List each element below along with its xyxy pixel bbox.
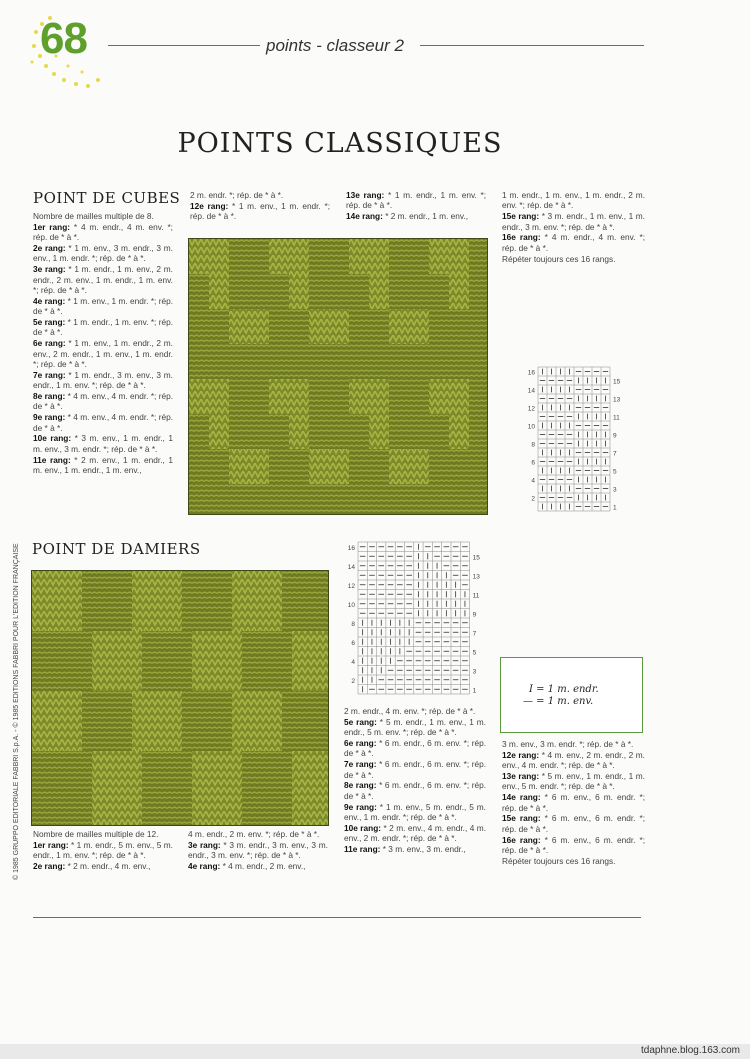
instruction-line <box>502 792 645 813</box>
instruction-line <box>502 739 645 749</box>
row-label: 14e rang: <box>502 792 541 803</box>
damiers-instructions-col2 <box>188 829 328 872</box>
footer-bar <box>0 1044 750 1059</box>
row-label: 6e rang: <box>344 738 377 748</box>
row-label: 13e rang: <box>346 190 385 200</box>
instruction-line <box>33 317 173 338</box>
damiers-instructions-col1 <box>33 829 173 872</box>
row-text: * 5 m. endr., 1 m. env., 1 m. endr., 5 m. env. *; rép. de * à *. <box>344 716 486 738</box>
damiers-instructions-col4 <box>502 739 645 867</box>
chart-row-number: 4 <box>531 477 535 485</box>
instruction-line <box>346 190 486 211</box>
chart-row-number: 4 <box>351 659 355 667</box>
chart-row-number: 8 <box>531 441 535 449</box>
row-label: 2e rang: <box>33 861 66 871</box>
page-number: 68 <box>40 14 87 63</box>
chart-row-number: 6 <box>351 640 355 648</box>
chart-row-number: 13 <box>472 573 480 581</box>
row-text: Répéter toujours ces 16 rangs. <box>502 855 616 866</box>
row-text: * 3 m. env., 3 m. endr., <box>380 844 466 855</box>
row-label: 5e rang: <box>33 317 66 328</box>
instruction-line <box>344 717 486 738</box>
row-label: 12e rang: <box>502 749 540 760</box>
row-label: 16e rang: <box>502 232 541 243</box>
row-label: 5e rang: <box>344 716 377 727</box>
instruction-line <box>33 840 173 861</box>
legend-purl: — = 1 m. env. <box>523 696 594 707</box>
instruction-line <box>188 840 328 861</box>
cubes-instructions-col1 <box>33 211 173 476</box>
instruction-line <box>502 254 645 264</box>
side-copyright: © 1985 GRUPPO EDITORIALE FABBRI S.p.A. - © 1985 EDITIONS FABBRI POUR L'EDITION FRANÇAISE <box>13 543 20 880</box>
row-text: * 4 m. env., 4 m. endr. *; rép. de * à *. <box>33 412 173 433</box>
chart-row-number: 5 <box>472 649 477 657</box>
header-rule-right <box>420 45 644 46</box>
row-text: * 1 m. endr., 1 m. env. *; rép. de * à *. <box>346 190 486 211</box>
chart-row-number: 14 <box>527 387 535 395</box>
row-text: * 4 m. endr., 4 m. env. *; rép. de * à *. <box>502 232 645 253</box>
instruction-line <box>190 201 330 222</box>
row-label: 8e rang: <box>344 780 377 791</box>
row-text: 3 m. env., 3 m. endr. *; rép. de * à *. <box>502 739 634 749</box>
instruction-line <box>188 829 328 839</box>
row-text: Répéter toujours ces 16 rangs. <box>502 253 616 264</box>
chart-row-number: 7 <box>472 630 477 638</box>
row-text: 4 m. endr., 2 m. env. *; rép. de * à *. <box>188 829 320 839</box>
instruction-line <box>190 190 330 200</box>
row-text: Nombre de mailles multiple de 8. <box>33 211 154 221</box>
row-text: * 3 m. endr., 1 m. env., 1 m. endr., 3 m. env. *; rép. de * à *. <box>502 211 645 232</box>
row-text: 2 m. endr., 4 m. env. *; rép. de * à *. <box>344 706 476 716</box>
row-text: * 1 m. env., 3 m. endr., 3 m. env., 1 m. endr. *; rép. de * à *. <box>33 243 173 264</box>
row-text: * 1 m. endr., 5 m. env., 5 m. endr., 1 m. env. *; rép. de * à *. <box>33 839 173 861</box>
chart-grid <box>538 367 610 511</box>
page-title: POINTS CLASSIQUES <box>177 128 503 159</box>
chart-row-number: 10 <box>527 423 535 431</box>
chart-row-number: 14 <box>347 564 355 572</box>
chart-row-number: 11 <box>613 414 620 422</box>
chart-row-number: 3 <box>613 486 617 494</box>
instruction-line <box>33 412 173 433</box>
row-label: 16e rang: <box>502 834 541 845</box>
row-label: 12e rang: <box>190 200 229 211</box>
chart-row-number: 6 <box>531 459 535 467</box>
row-label: 4e rang: <box>188 861 221 871</box>
instruction-line <box>502 835 645 856</box>
row-label: 3e rang: <box>33 264 66 275</box>
instruction-line <box>33 829 173 839</box>
row-text: 1 m. endr., 1 m. env., 1 m. endr., 2 m. env. *; rép. de * à *. <box>502 190 645 211</box>
row-label: 7e rang: <box>344 759 377 770</box>
row-text: * 2 m. endr., 1 m. env., <box>382 211 469 222</box>
cubes-stitch-chart <box>524 365 624 515</box>
row-text: * 1 m. endr., 1 m. env., 2 m. endr., 2 m. env., 1 m. endr., 1 m. env. *; rép. de * à *. <box>33 264 173 296</box>
row-text: * 4 m. endr., 4 m. env. *; rép. de * à *. <box>33 221 173 243</box>
row-text: * 1 m. endr., 3 m. env., 3 m. endr., 1 m. env. *; rép. de * à *. <box>33 369 173 391</box>
row-text: * 3 m. env., 1 m. endr., 1 m. env., 3 m. endr. *; rép. de * à *. <box>33 433 174 454</box>
instruction-line <box>346 211 486 221</box>
row-label: 1er rang: <box>33 839 69 850</box>
row-label: 15e rang: <box>502 813 541 824</box>
row-label: 8e rang: <box>33 391 66 402</box>
instruction-line <box>344 844 486 854</box>
row-text: * 1 m. env., 1 m. endr. *; rép. de * à *. <box>190 200 330 222</box>
instruction-line <box>344 738 486 759</box>
row-label: 15e rang: <box>502 211 540 222</box>
damiers-section-title: POINT DE DAMIERS <box>32 540 201 558</box>
instruction-line <box>188 861 328 871</box>
row-text: * 6 m. endr., 6 m. env. *; rép. de * à *. <box>344 759 487 780</box>
instruction-line <box>33 433 173 454</box>
damiers-knit-swatch <box>31 570 329 826</box>
row-text: * 4 m. endr., 2 m. env., <box>220 861 306 871</box>
legend-box <box>500 657 643 733</box>
instruction-line <box>344 780 486 801</box>
row-label: 10e rang: <box>33 433 72 444</box>
series-title: points - classeur 2 <box>266 36 404 55</box>
instruction-line <box>33 222 173 243</box>
row-text: * 6 m. endr., 6 m. env. *; rép. de * à *. <box>344 738 487 759</box>
chart-row-number: 9 <box>472 611 477 619</box>
instruction-line <box>33 264 173 295</box>
instruction-line <box>502 856 645 866</box>
cubes-knit-swatch <box>188 238 488 515</box>
chart-row-number: 1 <box>472 687 477 695</box>
row-text: * 6 m. env., 6 m. endr. *; rép. de * à *. <box>502 834 645 856</box>
instruction-line <box>502 190 645 211</box>
chart-row-number: 15 <box>613 378 621 386</box>
row-text: * 4 m. env., 4 m. endr. *; rép. de * à *. <box>33 391 173 412</box>
row-label: 13e rang: <box>502 771 540 781</box>
row-label: 11e rang: <box>33 454 71 465</box>
chart-row-number: 2 <box>531 495 535 503</box>
instruction-line <box>502 813 645 834</box>
instruction-line <box>33 370 173 391</box>
instruction-line <box>344 802 486 823</box>
row-text: * 2 m. env., 1 m. endr., 1 m. env., 1 m. endr., 1 m. env., <box>33 454 174 476</box>
cubes-instructions-col4 <box>502 190 645 264</box>
row-text: * 1 m. env., 1 m. endr., 2 m. env., 2 m. endr., 1 m. env., 1 m. endr. *; rép. de * à *. <box>33 338 173 370</box>
chart-row-number: 1 <box>613 504 617 512</box>
row-label: 6e rang: <box>33 338 66 349</box>
footer-watermark: tdaphne.blog.163.com <box>641 1045 740 1056</box>
row-text: * 1 m. endr., 1 m. env. *; rép. de * à *. <box>33 317 173 338</box>
row-text: * 1 m. env., 1 m. endr. *; rép. de * à *. <box>33 295 173 317</box>
row-label: 10e rang: <box>344 822 382 833</box>
row-label: 7e rang: <box>33 369 66 380</box>
row-label: 1er rang: <box>33 221 71 232</box>
instruction-line <box>502 771 645 792</box>
row-label: 4e rang: <box>33 295 66 306</box>
chart-row-number: 16 <box>347 545 355 553</box>
header-rule-left <box>108 45 260 46</box>
instruction-line <box>502 232 645 253</box>
row-label: 2e rang: <box>33 243 66 253</box>
chart-row-number: 16 <box>527 369 535 377</box>
row-text: * 1 m. env., 5 m. endr., 5 m. env., 1 m. endr. *; rép. de * à *. <box>344 801 486 823</box>
row-text: * 2 m. env., 4 m. endr., 4 m. env., 2 m. endr. *; rép. de * à *. <box>344 822 486 844</box>
instruction-line <box>502 211 645 232</box>
row-text: * 4 m. env., 2 m. endr., 2 m. env., 4 m. endr. *; rép. de * à *. <box>502 749 645 771</box>
chart-row-number: 12 <box>347 583 355 591</box>
row-text: * 2 m. endr., 4 m. env., <box>65 861 151 871</box>
chart-row-number: 2 <box>351 678 355 686</box>
row-label: 14e rang: <box>346 211 383 222</box>
cubes-section-title: POINT DE CUBES <box>33 189 181 207</box>
instruction-line <box>33 338 173 369</box>
chart-row-number: 5 <box>613 468 617 476</box>
row-label: 3e rang: <box>188 839 221 850</box>
cubes-instructions-col2 <box>190 190 330 222</box>
damiers-instructions-col3 <box>344 706 486 855</box>
row-text: * 6 m. env., 6 m. endr. *; rép. de * à *. <box>502 813 645 834</box>
row-label: 9e rang: <box>33 412 66 423</box>
row-text: 2 m. endr. *; rép. de * à *. <box>190 190 284 200</box>
row-text: * 5 m. env., 1 m. endr., 1 m. env., 5 m. endr. *; rép. de * à *. <box>502 771 645 792</box>
instruction-line <box>344 706 486 716</box>
instruction-line <box>344 823 486 844</box>
row-label: 9e rang: <box>344 801 377 812</box>
instruction-line <box>33 861 173 871</box>
chart-row-number: 3 <box>472 668 477 676</box>
chart-row-number: 13 <box>613 396 621 404</box>
damiers-stitch-chart <box>346 540 486 696</box>
cubes-instructions-col3 <box>346 190 486 222</box>
footer-rule <box>33 917 641 918</box>
instruction-line <box>33 211 173 221</box>
row-label: 11e rang: <box>344 844 381 855</box>
chart-row-number: 15 <box>472 554 480 562</box>
instruction-line <box>33 243 173 264</box>
legend-knit: I = 1 m. endr. <box>529 684 599 695</box>
chart-row-number: 11 <box>472 592 480 600</box>
chart-row-number: 10 <box>347 602 355 610</box>
row-text: * 6 m. env., 6 m. endr. *; rép. de * à *. <box>502 792 645 813</box>
chart-row-number: 12 <box>527 405 535 413</box>
chart-grid <box>358 542 470 694</box>
chart-row-number: 9 <box>613 432 617 440</box>
row-text: Nombre de mailles multiple de 12. <box>33 829 159 839</box>
chart-row-number: 8 <box>351 621 355 629</box>
row-text: * 3 m. endr., 3 m. env., 3 m. endr., 3 m. env. *; rép. de * à *. <box>188 839 328 861</box>
instruction-line <box>33 391 173 412</box>
instruction-line <box>502 750 645 771</box>
instruction-line <box>33 296 173 317</box>
row-text: * 6 m. endr., 6 m. env. *; rép. de * à *. <box>344 780 487 801</box>
instruction-line <box>33 455 173 476</box>
instruction-line <box>344 759 486 780</box>
chart-row-number: 7 <box>613 450 617 458</box>
